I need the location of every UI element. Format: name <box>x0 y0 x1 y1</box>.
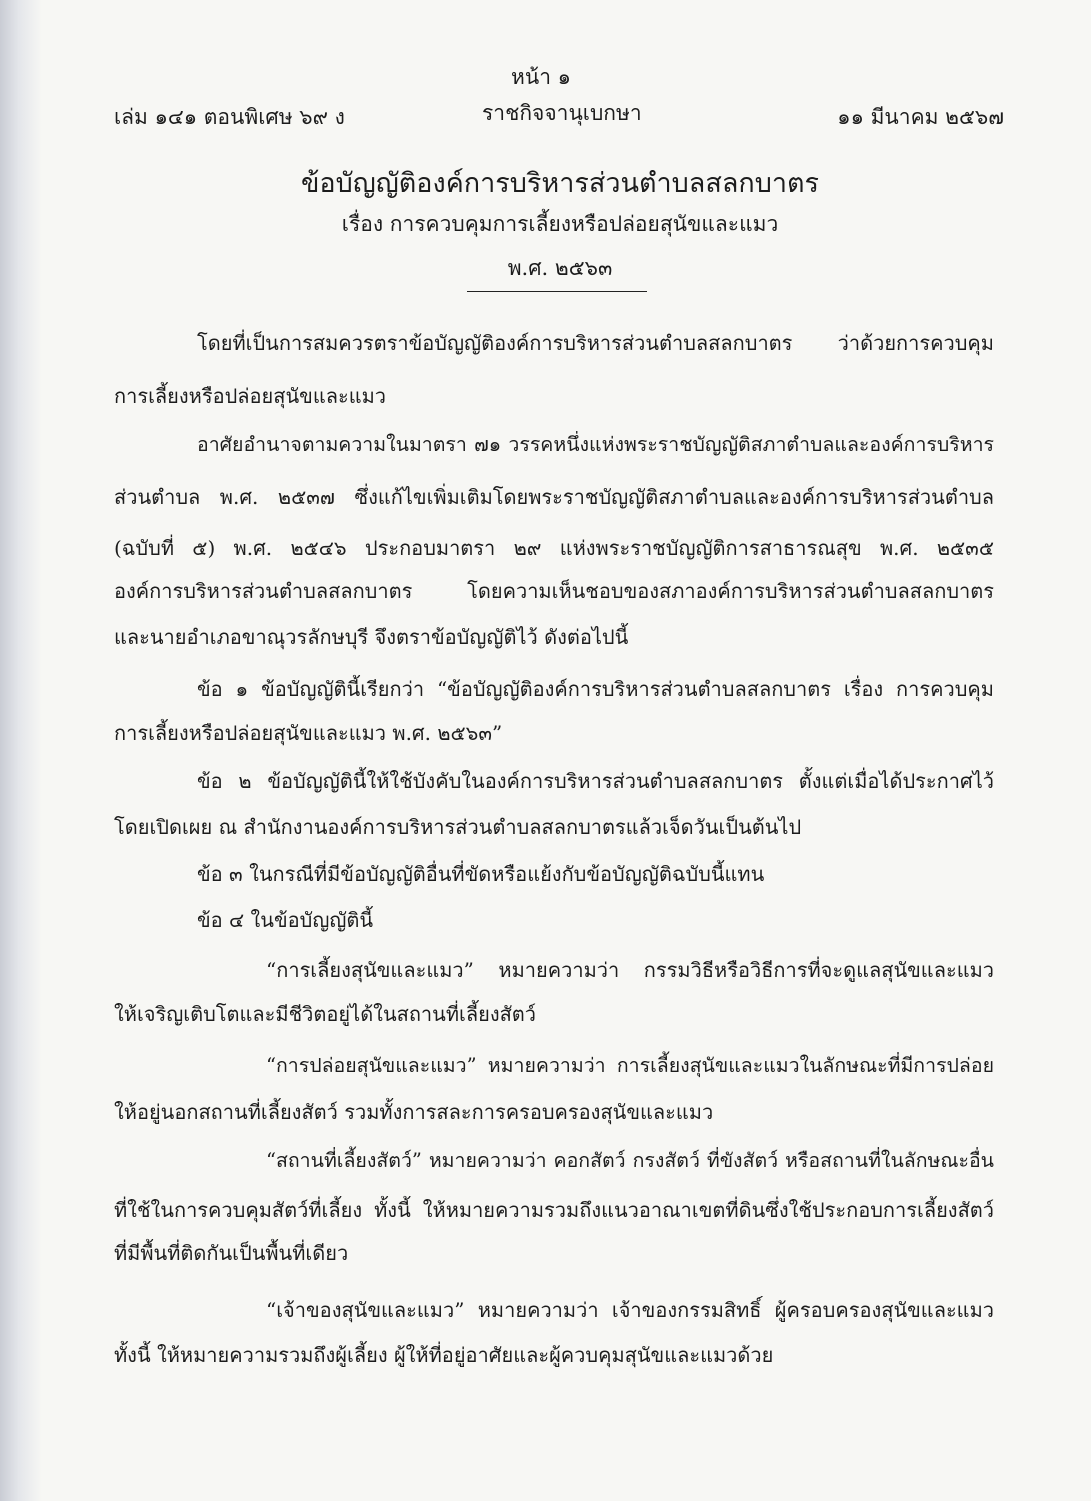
title-divider <box>467 291 647 292</box>
body-line: การเลี้ยงหรือปล่อยสุนัขและแมว <box>114 384 387 408</box>
publication-date: ๑๑ มีนาคม ๒๕๖๗ <box>837 105 1004 129</box>
body-line: และนายอำเภอขาณุวรลักษบุรี จึงตราข้อบัญญัติไว้ ดังต่อไปนี้ <box>114 625 629 649</box>
definition-line: “เจ้าของสุนัขและแมว” หมายความว่า เจ้าของกรรมสิทธิ์ ผู้ครอบครองสุนัขและแมว <box>266 1298 994 1322</box>
document-subject: เรื่อง การควบคุมการเลี้ยงหรือปล่อยสุนัขและแมว <box>341 212 779 236</box>
volume-issue: เล่ม ๑๔๑ ตอนพิเศษ ๖๙ ง <box>114 105 345 129</box>
body-line: อาศัยอำนาจตามความในมาตรา ๗๑ วรรคหนึ่งแห่งพระราชบัญญัติสภาตำบลและองค์การบริหาร <box>197 433 994 456</box>
body-line: โดยที่เป็นการสมควรตราข้อบัญญัติองค์การบริหารส่วนตำบลสลกบาตร ว่าด้วยการควบคุม <box>197 331 994 355</box>
body-line: ให้อยู่นอกสถานที่เลี้ยงสัตว์ รวมทั้งการสละการครอบครองสุนัขและแมว <box>114 1100 714 1124</box>
gazette-name: ราชกิจจานุเบกษา <box>482 101 642 125</box>
definition-line: “การเลี้ยงสุนัขและแมว” หมายความว่า กรรมวิธีหรือวิธีการที่จะดูแลสุนัขและแมว <box>266 958 994 982</box>
body-line: ให้เจริญเติบโตและมีชีวิตอยู่ได้ในสถานที่เลี้ยงสัตว์ <box>114 1002 537 1026</box>
clause-3: ข้อ ๓ ในกรณีที่มีข้อบัญญัติอื่นที่ขัดหรือแย้งกับข้อบัญญัติฉบับนี้แทน <box>197 862 765 886</box>
body-line: องค์การบริหารส่วนตำบลสลกบาตร โดยความเห็นชอบของสภาองค์การบริหารส่วนตำบลสลกบาตร <box>114 579 994 603</box>
clause-1: ข้อ ๑ ข้อบัญญัตินี้เรียกว่า “ข้อบัญญัติองค์การบริหารส่วนตำบลสลกบาตร เรื่อง การควบคุม <box>197 677 994 701</box>
clause-2: ข้อ ๒ ข้อบัญญัตินี้ให้ใช้บังคับในองค์การบริหารส่วนตำบลสลกบาตร ตั้งแต่เมื่อได้ประกาศไว้ <box>197 769 994 793</box>
definition-line: “การปล่อยสุนัขและแมว” หมายความว่า การเลี้ยงสุนัขและแมวในลักษณะที่มีการปล่อย <box>266 1054 994 1077</box>
body-line: การเลี้ยงหรือปล่อยสุนัขและแมว พ.ศ. ๒๕๖๓” <box>114 721 503 745</box>
body-line: ที่มีพื้นที่ติดกันเป็นพื้นที่เดียว <box>114 1241 349 1265</box>
definition-line: “สถานที่เลี้ยงสัตว์” หมายความว่า คอกสัตว์ กรงสัตว์ ที่ขังสัตว์ หรือสถานที่ในลักษณะอื่น <box>266 1149 994 1172</box>
body-line: ส่วนตำบล พ.ศ. ๒๕๓๗ ซึ่งแก้ไขเพิ่มเติมโดยพระราชบัญญัติสภาตำบลและองค์การบริหารส่วนตำบล <box>114 485 994 509</box>
clause-4: ข้อ ๔ ในข้อบัญญัตินี้ <box>197 908 374 932</box>
document-title: ข้อบัญญัติองค์การบริหารส่วนตำบลสลกบาตร <box>300 168 820 199</box>
body-line: ที่ใช้ในการควบคุมสัตว์ที่เลี้ยง ทั้งนี้ ให้หมายความรวมถึงแนวอาณาเขตที่ดินซึ่งใช้ประกอบการเลี้ยงสัตว์ <box>114 1198 994 1222</box>
document-year: พ.ศ. ๒๕๖๓ <box>507 256 613 280</box>
body-line: โดยเปิดเผย ณ สำนักงานองค์การบริหารส่วนตำบลสลกบาตรแล้วเจ็ดวันเป็นต้นไป <box>114 815 802 839</box>
body-line: ทั้งนี้ ให้หมายความรวมถึงผู้เลี้ยง ผู้ให้ที่อยู่อาศัยและผู้ควบคุมสุนัขและแมวด้วย <box>114 1343 774 1367</box>
body-line: (ฉบับที่ ๕) พ.ศ. ๒๕๔๖ ประกอบมาตรา ๒๙ แห่งพระราชบัญญัติการสาธารณสุข พ.ศ. ๒๕๓๕ <box>114 536 994 560</box>
page-number: หน้า ๑ <box>511 65 571 89</box>
